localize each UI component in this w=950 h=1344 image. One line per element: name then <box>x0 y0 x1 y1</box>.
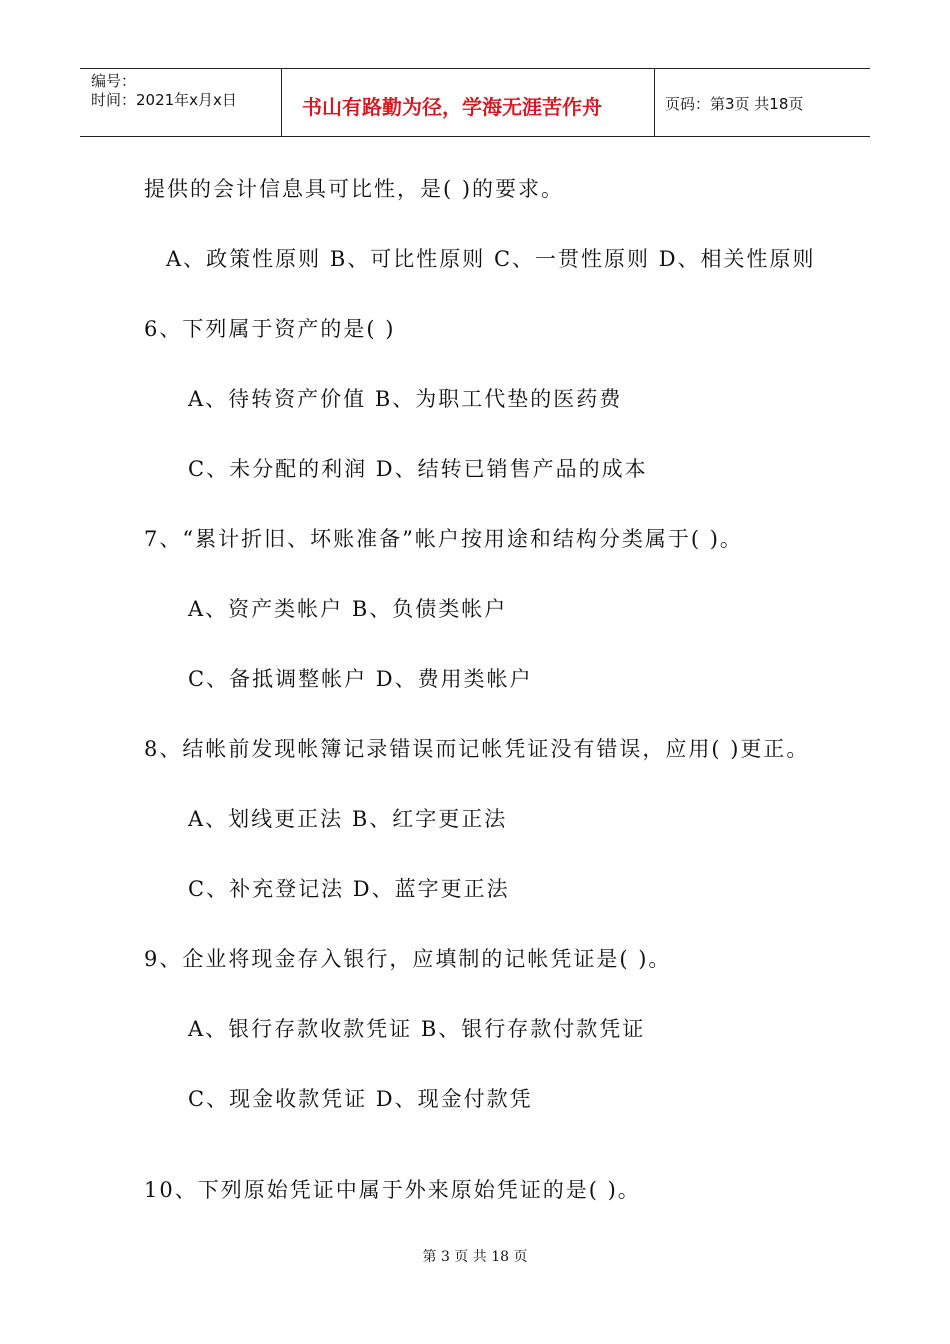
question-8-stem: 8、结帐前发现帐簿记录错误而记帐凭证没有错误，应用( )更正。 <box>144 737 810 761</box>
header-page-info: 页码：第3页 共18页 <box>665 95 804 113</box>
document-number-label: 编号： <box>91 72 137 90</box>
page-footer: 第 3 页 共 18 页 <box>422 1249 528 1265</box>
question-6-options-ab: A、待转资产价值 B、为职工代垫的医药费 <box>188 387 623 411</box>
question-9-options-ab: A、银行存款收款凭证 B、银行存款付款凭证 <box>188 1017 646 1041</box>
question-7-stem: 7、“累计折旧、坏账准备”帐户按用途和结构分类属于( )。 <box>144 527 743 551</box>
question-6-options-cd: C、未分配的利润 D、结转已销售产品的成本 <box>188 457 648 481</box>
document-time-label: 时间：2021年x月x日 <box>91 91 237 109</box>
page-header <box>80 68 870 137</box>
question-7-options-ab: A、资产类帐户 B、负债类帐户 <box>188 597 508 621</box>
header-motto-cell <box>282 69 655 136</box>
header-motto: 书山有路勤为径，学海无涯苦作舟 <box>302 95 602 119</box>
question-9-options-cd: C、现金收款凭证 D、现金付款凭 <box>188 1087 533 1111</box>
question-7-options-cd: C、备抵调整帐户 D、费用类帐户 <box>188 667 533 691</box>
question-8-options-cd: C、补充登记法 D、蓝字更正法 <box>188 877 510 901</box>
header-meta <box>80 69 282 136</box>
question-8-options-ab: A、划线更正法 B、红字更正法 <box>188 807 508 831</box>
question-5-tail: 提供的会计信息具可比性，是( )的要求。 <box>144 177 565 201</box>
question-10-stem: 10、下列原始凭证中属于外来原始凭证的是( )。 <box>144 1178 641 1202</box>
question-6-stem: 6、下列属于资产的是( ) <box>144 317 396 341</box>
question-5-options: A、政策性原则 B、可比性原则 C、一贯性原则 D、相关性原则 <box>166 247 816 271</box>
question-9-stem: 9、企业将现金存入银行，应填制的记帐凭证是( )。 <box>144 947 672 971</box>
header-page-cell <box>655 69 870 136</box>
